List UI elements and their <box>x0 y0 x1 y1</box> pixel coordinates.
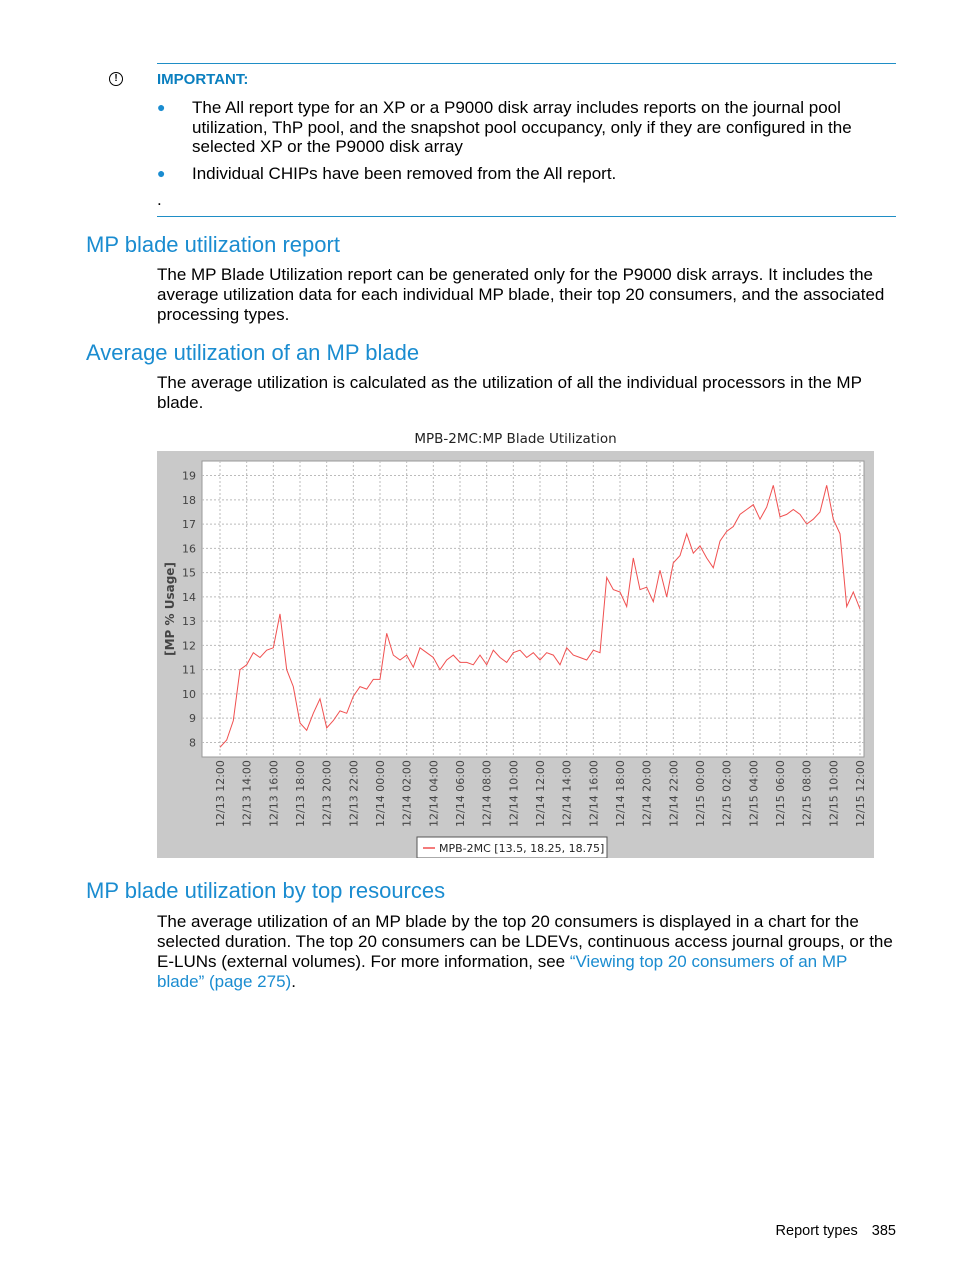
cross-reference-link[interactable]: “Viewing top 20 consumers of an MP blade” (page 275) <box>157 952 848 991</box>
x-tick-label: 12/15 02:00 <box>720 760 734 827</box>
section-body: The average utilization is calculated as the utilization of all the individual processors in the MP blade. <box>157 373 862 412</box>
section-body <box>157 912 897 992</box>
x-tick-label: 12/13 22:00 <box>347 760 361 827</box>
x-tick-label: 12/14 12:00 <box>534 760 547 827</box>
x-tick-label: 12/14 10:00 <box>507 760 521 827</box>
page-footer <box>766 1223 896 1239</box>
x-tick-label: 12/13 14:00 <box>240 760 254 827</box>
y-tick-label: 12 <box>182 639 196 653</box>
list-item <box>157 164 877 184</box>
exclamation-circle-icon: ! <box>109 72 123 86</box>
bullet-icon: ● <box>157 99 166 115</box>
y-tick-label: 11 <box>182 663 196 677</box>
x-tick-label: 12/14 06:00 <box>454 760 467 827</box>
x-tick-label: 12/15 10:00 <box>827 760 841 827</box>
y-axis-label: [MP % Usage] <box>163 562 177 656</box>
section-heading: MP blade utilization by top resources <box>86 878 446 903</box>
section-body: The MP Blade Utilization report can be generated only for the P9000 disk arrays. It includes the average utilization data for each individual MP blade, their top 20 consumers, and the associated processing types. <box>157 265 885 324</box>
y-tick-label: 8 <box>189 736 196 750</box>
y-tick-label: 18 <box>182 493 196 507</box>
y-tick-label: 17 <box>182 518 196 532</box>
x-tick-label: 12/15 12:00 <box>854 760 867 827</box>
y-tick-label: 9 <box>189 712 196 726</box>
bullet-text: The All report type for an XP or a P9000 disk array includes reports on the journal pool utilization, ThP pool, and the snapshot pool occupancy, only if they are configured in the selected XP or the P9000 disk array <box>192 98 852 156</box>
section-heading: Average utilization of an MP blade <box>86 340 420 365</box>
footer-section: Report types <box>775 1223 858 1239</box>
important-label: IMPORTANT: <box>157 71 249 88</box>
x-tick-label: 12/13 12:00 <box>214 760 227 827</box>
chart <box>157 451 874 858</box>
x-tick-label: 12/14 00:00 <box>374 760 387 827</box>
y-tick-label: 10 <box>182 687 196 701</box>
x-tick-label: 12/14 22:00 <box>667 760 681 827</box>
legend-label: MPB-2MC [13.5, 18.25, 18.75] <box>439 842 605 855</box>
x-tick-label: 12/14 20:00 <box>640 760 654 827</box>
page-number: 385 <box>871 1223 896 1239</box>
section-body-text: The average utilization of an MP blade by the top 20 consumers is displayed in a chart for the selected duration. The top 20 consumers can be LDEVs, continuous access journal groups, or the E-LUNs (external volumes). For more information, see <box>157 912 893 971</box>
chart-svg <box>157 451 874 858</box>
important-trailing: . <box>157 190 162 209</box>
x-tick-label: 12/15 04:00 <box>747 760 761 827</box>
x-tick-label: 12/14 18:00 <box>614 760 627 827</box>
x-tick-label: 12/13 20:00 <box>320 760 334 827</box>
section-heading: MP blade utilization report <box>86 232 340 257</box>
bullet-icon: ● <box>157 164 166 181</box>
x-tick-label: 12/14 16:00 <box>587 760 601 827</box>
y-tick-label: 16 <box>182 542 196 556</box>
x-tick-label: 12/15 00:00 <box>694 760 707 827</box>
x-tick-label: 12/14 14:00 <box>560 760 574 827</box>
list-item <box>157 98 877 157</box>
bullet-text: Individual CHIPs have been removed from the All report. <box>192 163 617 183</box>
top-rule <box>157 63 896 64</box>
x-tick-label: 12/13 16:00 <box>267 760 281 827</box>
y-tick-label: 15 <box>182 566 196 580</box>
x-tick-label: 12/15 06:00 <box>774 760 787 827</box>
x-tick-label: 12/14 04:00 <box>427 760 441 827</box>
y-tick-label: 13 <box>182 615 196 629</box>
chart-title: MPB-2MC:MP Blade Utilization <box>414 431 617 447</box>
y-tick-label: 14 <box>182 590 196 604</box>
important-bullets <box>157 98 877 190</box>
x-tick-label: 12/13 18:00 <box>294 760 307 827</box>
bottom-rule <box>157 216 896 217</box>
y-tick-label: 19 <box>182 469 196 483</box>
x-tick-label: 12/14 08:00 <box>480 760 494 827</box>
x-tick-label: 12/15 08:00 <box>800 760 814 827</box>
x-tick-label: 12/14 02:00 <box>400 760 414 827</box>
plot-area <box>202 461 864 757</box>
section-body-end: . <box>291 972 296 991</box>
